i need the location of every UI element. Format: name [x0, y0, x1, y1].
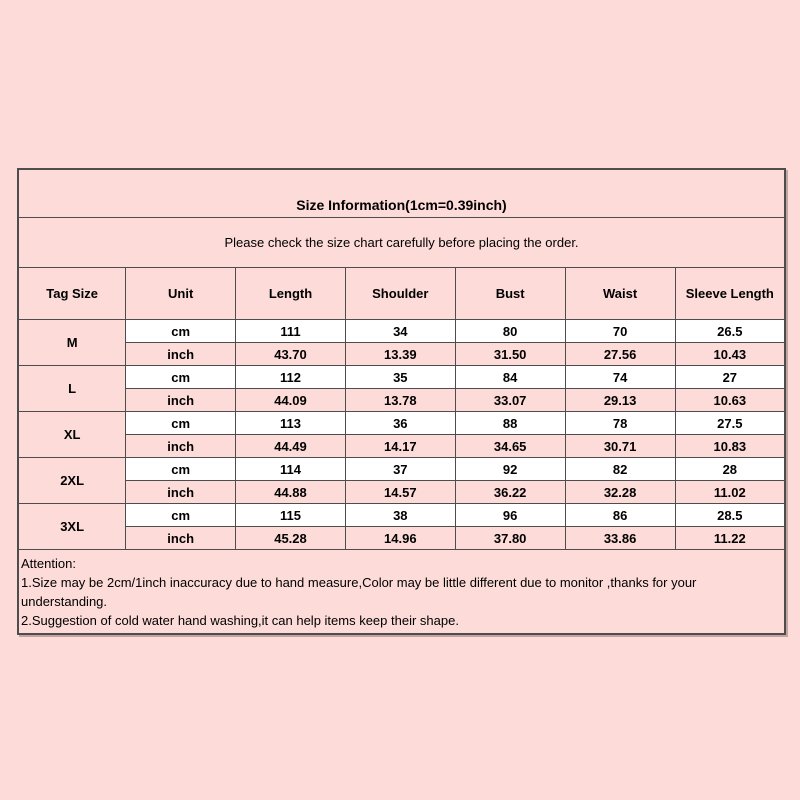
table-subtitle: Please check the size chart carefully before placing the order. [18, 218, 785, 268]
unit-cell: inch [126, 343, 236, 366]
length-value-cell: 114 [236, 458, 346, 481]
shoulder-value-cell: 13.39 [345, 343, 455, 366]
waist-value-cell: 33.86 [565, 527, 675, 550]
unit-cell: cm [126, 458, 236, 481]
shoulder-value-cell: 13.78 [345, 389, 455, 412]
tag-size-cell: M [18, 320, 126, 366]
sleeve-value-cell: 28.5 [675, 504, 785, 527]
length-value-cell: 43.70 [236, 343, 346, 366]
shoulder-value-cell: 14.96 [345, 527, 455, 550]
waist-value-cell: 86 [565, 504, 675, 527]
tag-size-cell: 3XL [18, 504, 126, 550]
table-row-m-cm [18, 320, 785, 343]
attention-line-1: 1.Size may be 2cm/1inch inaccuracy due to hand measure,Color may be little different due to monitor ,thanks for your understanding. [21, 575, 697, 609]
sleeve-value-cell: 26.5 [675, 320, 785, 343]
table-header-row [18, 268, 785, 320]
column-header-unit: Unit [126, 268, 236, 320]
unit-cell: inch [126, 481, 236, 504]
column-header-shoulder: Shoulder [345, 268, 455, 320]
waist-value-cell: 82 [565, 458, 675, 481]
sleeve-value-cell: 11.02 [675, 481, 785, 504]
column-header-bust: Bust [455, 268, 565, 320]
sleeve-value-cell: 10.63 [675, 389, 785, 412]
sleeve-value-cell: 28 [675, 458, 785, 481]
size-chart-table [17, 168, 786, 635]
table-row-2xl-cm [18, 458, 785, 481]
unit-cell: cm [126, 366, 236, 389]
bust-value-cell: 80 [455, 320, 565, 343]
unit-cell: cm [126, 504, 236, 527]
table-row-2xl-inch [18, 481, 785, 504]
length-value-cell: 115 [236, 504, 346, 527]
waist-value-cell: 70 [565, 320, 675, 343]
attention-heading: Attention: [21, 556, 76, 571]
attention-note [18, 550, 785, 635]
shoulder-value-cell: 35 [345, 366, 455, 389]
waist-value-cell: 32.28 [565, 481, 675, 504]
length-value-cell: 44.09 [236, 389, 346, 412]
attention-row [18, 550, 785, 635]
shoulder-value-cell: 38 [345, 504, 455, 527]
bust-value-cell: 84 [455, 366, 565, 389]
bust-value-cell: 96 [455, 504, 565, 527]
shoulder-value-cell: 37 [345, 458, 455, 481]
waist-value-cell: 27.56 [565, 343, 675, 366]
title-row [18, 169, 785, 218]
table-row-xl-cm [18, 412, 785, 435]
bust-value-cell: 92 [455, 458, 565, 481]
bust-value-cell: 33.07 [455, 389, 565, 412]
length-value-cell: 44.49 [236, 435, 346, 458]
table-row-xl-inch [18, 435, 785, 458]
waist-value-cell: 74 [565, 366, 675, 389]
unit-cell: inch [126, 389, 236, 412]
shoulder-value-cell: 34 [345, 320, 455, 343]
bust-value-cell: 37.80 [455, 527, 565, 550]
attention-line-2: 2.Suggestion of cold water hand washing,it can help items keep their shape. [21, 613, 459, 628]
waist-value-cell: 78 [565, 412, 675, 435]
waist-value-cell: 30.71 [565, 435, 675, 458]
table-row-3xl-inch [18, 527, 785, 550]
sleeve-value-cell: 27.5 [675, 412, 785, 435]
bust-value-cell: 88 [455, 412, 565, 435]
column-header-tag-size: Tag Size [18, 268, 126, 320]
unit-cell: cm [126, 412, 236, 435]
bust-value-cell: 36.22 [455, 481, 565, 504]
table-row-l-inch [18, 389, 785, 412]
waist-value-cell: 29.13 [565, 389, 675, 412]
bust-value-cell: 31.50 [455, 343, 565, 366]
length-value-cell: 112 [236, 366, 346, 389]
unit-cell: inch [126, 435, 236, 458]
bust-value-cell: 34.65 [455, 435, 565, 458]
table-row-l-cm [18, 366, 785, 389]
length-value-cell: 45.28 [236, 527, 346, 550]
shoulder-value-cell: 36 [345, 412, 455, 435]
sleeve-value-cell: 11.22 [675, 527, 785, 550]
subtitle-row [18, 218, 785, 268]
unit-cell: inch [126, 527, 236, 550]
column-header-length: Length [236, 268, 346, 320]
sleeve-value-cell: 10.83 [675, 435, 785, 458]
shoulder-value-cell: 14.17 [345, 435, 455, 458]
tag-size-cell: XL [18, 412, 126, 458]
tag-size-cell: 2XL [18, 458, 126, 504]
tag-size-cell: L [18, 366, 126, 412]
table-row-3xl-cm [18, 504, 785, 527]
length-value-cell: 111 [236, 320, 346, 343]
shoulder-value-cell: 14.57 [345, 481, 455, 504]
table-title: Size Information(1cm=0.39inch) [18, 169, 785, 218]
unit-cell: cm [126, 320, 236, 343]
length-value-cell: 113 [236, 412, 346, 435]
sleeve-value-cell: 27 [675, 366, 785, 389]
length-value-cell: 44.88 [236, 481, 346, 504]
column-header-waist: Waist [565, 268, 675, 320]
sleeve-value-cell: 10.43 [675, 343, 785, 366]
column-header-sleeve-length: Sleeve Length [675, 268, 785, 320]
table-row-m-inch [18, 343, 785, 366]
